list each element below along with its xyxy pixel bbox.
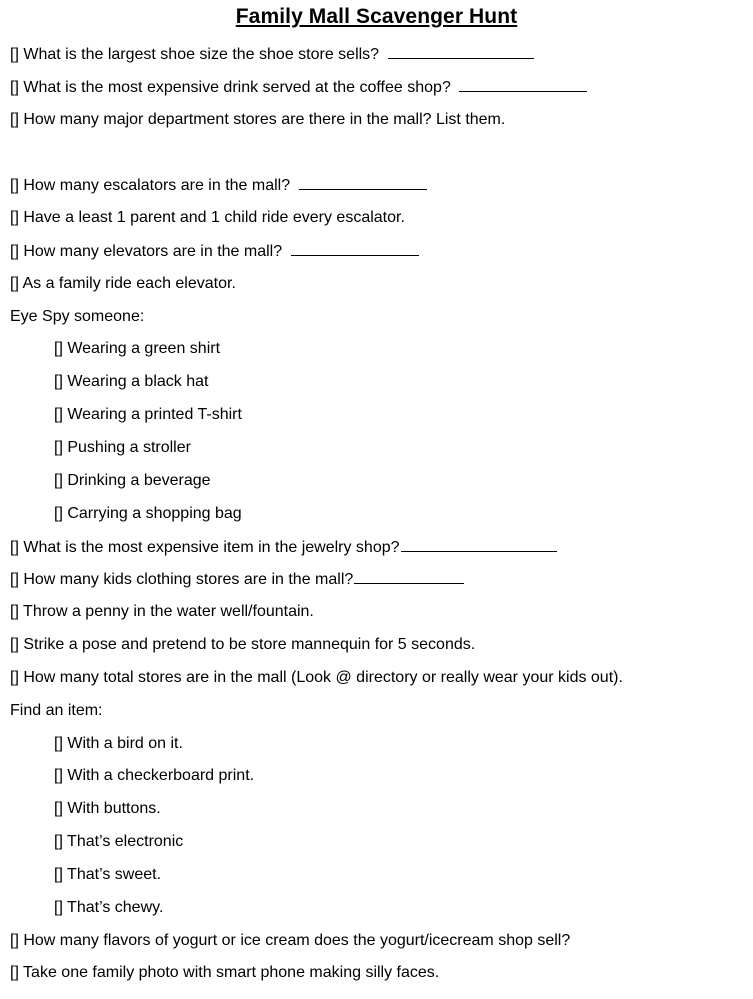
item-text: Wearing a green shirt [67, 340, 221, 357]
checkbox[interactable]: [] [54, 373, 63, 390]
checkbox[interactable]: [] [10, 932, 19, 949]
list-item [10, 602, 314, 622]
checkbox[interactable]: [] [10, 669, 19, 686]
item-text: How many major department stores are there in the mall? List them. [23, 111, 506, 128]
item-text: That’s chewy. [67, 899, 164, 916]
item-text: With a checkerboard print. [67, 767, 255, 784]
checkbox[interactable]: [] [54, 833, 63, 850]
checkbox[interactable]: [] [10, 243, 19, 260]
item-text: Throw a penny in the water well/fountain. [23, 603, 314, 620]
list-item [10, 963, 439, 983]
list-item [54, 504, 242, 524]
item-text: With buttons. [67, 800, 161, 817]
answer-blank[interactable] [354, 569, 464, 584]
item-text: What is the most expensive item in the jewelry shop? [23, 539, 400, 556]
item-text: That’s sweet. [67, 866, 162, 883]
list-item [54, 405, 242, 425]
section-heading: Eye Spy someone: [10, 308, 145, 325]
item-text: Take one family photo with smart phone making silly faces. [23, 964, 440, 981]
item-text: Pushing a stroller [67, 439, 191, 456]
list-item [54, 799, 161, 819]
checkbox[interactable]: [] [54, 505, 63, 522]
list-item [10, 668, 623, 688]
list-item [10, 635, 475, 655]
list-item [54, 471, 211, 491]
answer-blank[interactable] [401, 537, 557, 552]
item-text: That’s electronic [67, 833, 184, 850]
checkbox[interactable]: [] [54, 735, 63, 752]
answer-blank[interactable] [299, 175, 427, 190]
answer-blank[interactable] [459, 77, 587, 92]
list-item [54, 865, 161, 885]
checkbox[interactable]: [] [54, 866, 63, 883]
item-text: How many escalators are in the mall? [23, 177, 291, 194]
checkbox[interactable]: [] [54, 899, 63, 916]
page-title: Family Mall Scavenger Hunt [235, 5, 518, 28]
list-item [10, 537, 557, 558]
item-text: How many elevators are in the mall? [23, 243, 283, 260]
item-text: What is the most expensive drink served at the coffee shop? [23, 79, 451, 96]
item-text: What is the largest shoe size the shoe store sells? [23, 46, 380, 63]
list-item [54, 766, 254, 786]
checkbox[interactable]: [] [10, 539, 19, 556]
list-item [10, 44, 534, 65]
item-text: Wearing a black hat [67, 373, 209, 390]
checkbox[interactable]: [] [54, 767, 63, 784]
item-text: Drinking a beverage [67, 472, 211, 489]
list-item [54, 832, 183, 852]
item-text: Strike a pose and pretend to be store mannequin for 5 seconds. [23, 636, 476, 653]
list-item [10, 241, 419, 262]
section-heading: Find an item: [10, 702, 103, 719]
list-item [10, 208, 405, 228]
list-item [54, 372, 208, 392]
list-item [10, 931, 570, 951]
item-text: As a family ride each elevator. [22, 275, 236, 292]
list-item [54, 898, 163, 918]
checkbox[interactable]: [] [10, 964, 19, 981]
checkbox[interactable]: [] [10, 46, 19, 63]
list-item [10, 274, 236, 294]
checkbox[interactable]: [] [10, 636, 19, 653]
item-text: How many total stores are in the mall (Look @ directory or really wear your kids out). [23, 669, 623, 686]
checkbox[interactable]: [] [54, 800, 63, 817]
checkbox[interactable]: [] [10, 79, 19, 96]
checkbox[interactable]: [] [54, 439, 63, 456]
answer-blank[interactable] [388, 44, 534, 59]
list-item [10, 569, 464, 590]
list-item [54, 438, 191, 458]
checkbox[interactable]: [] [54, 472, 63, 489]
list-item [10, 110, 505, 130]
list-item [54, 339, 220, 359]
item-text: Carrying a shopping bag [67, 505, 242, 522]
item-text: Have a least 1 parent and 1 child ride every escalator. [23, 209, 405, 226]
checkbox[interactable]: [] [10, 209, 19, 226]
checkbox[interactable]: [] [10, 275, 19, 292]
item-text: How many kids clothing stores are in the mall? [23, 571, 354, 588]
list-item [10, 175, 427, 196]
checkbox[interactable]: [] [54, 340, 63, 357]
list-item [10, 77, 587, 98]
checkbox[interactable]: [] [54, 406, 63, 423]
item-text: How many flavors of yogurt or ice cream does the yogurt/icecream shop sell? [23, 932, 571, 949]
checkbox[interactable]: [] [10, 603, 19, 620]
checkbox[interactable]: [] [10, 177, 19, 194]
item-text: Wearing a printed T-shirt [67, 406, 242, 423]
checkbox[interactable]: [] [10, 571, 19, 588]
answer-blank[interactable] [291, 241, 419, 256]
item-text: With a bird on it. [67, 735, 183, 752]
checkbox[interactable]: [] [10, 111, 19, 128]
list-item [54, 734, 183, 754]
